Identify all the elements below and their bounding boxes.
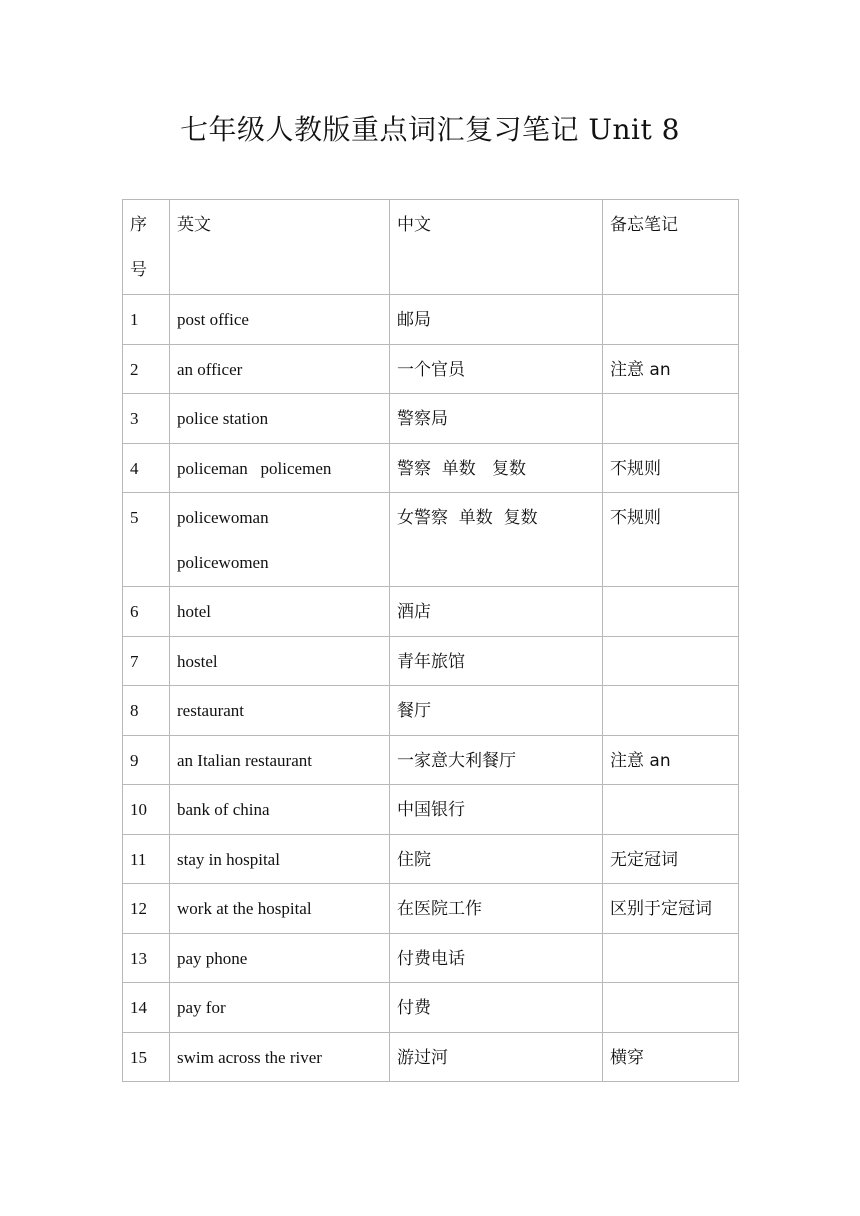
header-notes: 备忘笔记 [603,200,739,295]
cell-number: 11 [123,834,170,884]
table-row [123,443,739,493]
cell-english: pay for [170,983,390,1033]
cell-english: bank of china [170,785,390,835]
cell-note: 注意 an [603,735,739,785]
cell-chinese: 女警察 单数 复数 [390,493,603,587]
cell-chinese: 住院 [390,834,603,884]
cell-note [603,785,739,835]
cell-english: work at the hospital [170,884,390,934]
table-row [123,636,739,686]
table-row [123,587,739,637]
cell-note: 横穿 [603,1032,739,1082]
cell-chinese: 一个官员 [390,344,603,394]
table-row [123,1032,739,1082]
cell-english: hotel [170,587,390,637]
cell-note [603,394,739,444]
cell-number: 2 [123,344,170,394]
cell-note [603,983,739,1033]
cell-number: 13 [123,933,170,983]
cell-english: policewoman policewomen [170,493,390,587]
cell-number: 12 [123,884,170,934]
cell-chinese: 一家意大利餐厅 [390,735,603,785]
cell-number: 6 [123,587,170,637]
table-row [123,493,739,587]
cell-english: swim across the river [170,1032,390,1082]
page-title: 七年级人教版重点词汇复习笔记 Unit 8 [180,113,680,146]
cell-english: hostel [170,636,390,686]
cell-chinese: 青年旅馆 [390,636,603,686]
cell-english: restaurant [170,686,390,736]
cell-chinese: 警察 单数 复数 [390,443,603,493]
cell-english: police station [170,394,390,444]
cell-english: an Italian restaurant [170,735,390,785]
cell-chinese: 中国银行 [390,785,603,835]
table-row [123,884,739,934]
cell-english: an officer [170,344,390,394]
cell-number: 8 [123,686,170,736]
cell-note: 无定冠词 [603,834,739,884]
cell-number: 10 [123,785,170,835]
table-row [123,686,739,736]
cell-chinese: 餐厅 [390,686,603,736]
cell-note [603,686,739,736]
table-row [123,295,739,345]
cell-number: 14 [123,983,170,1033]
table-header-row [123,200,739,295]
header-number: 序 号 [123,200,170,295]
table-row [123,933,739,983]
cell-number: 9 [123,735,170,785]
table-row [123,344,739,394]
cell-number: 1 [123,295,170,345]
vocabulary-table [122,199,739,1082]
cell-english: post office [170,295,390,345]
cell-chinese: 邮局 [390,295,603,345]
table-row [123,394,739,444]
cell-chinese: 警察局 [390,394,603,444]
cell-note: 区别于定冠词 [603,884,739,934]
cell-number: 4 [123,443,170,493]
cell-number: 5 [123,493,170,587]
cell-note [603,295,739,345]
cell-english: policeman policemen [170,443,390,493]
table-row [123,834,739,884]
table-row [123,983,739,1033]
cell-number: 7 [123,636,170,686]
cell-chinese: 在医院工作 [390,884,603,934]
table-row [123,785,739,835]
table-row [123,735,739,785]
cell-note: 不规则 [603,493,739,587]
cell-note: 注意 an [603,344,739,394]
cell-english: pay phone [170,933,390,983]
cell-note [603,636,739,686]
cell-chinese: 酒店 [390,587,603,637]
cell-note [603,587,739,637]
cell-number: 15 [123,1032,170,1082]
cell-number: 3 [123,394,170,444]
cell-note [603,933,739,983]
header-english: 英文 [170,200,390,295]
cell-note: 不规则 [603,443,739,493]
cell-english: stay in hospital [170,834,390,884]
cell-chinese: 付费 [390,983,603,1033]
cell-chinese: 游过河 [390,1032,603,1082]
header-chinese: 中文 [390,200,603,295]
cell-chinese: 付费电话 [390,933,603,983]
